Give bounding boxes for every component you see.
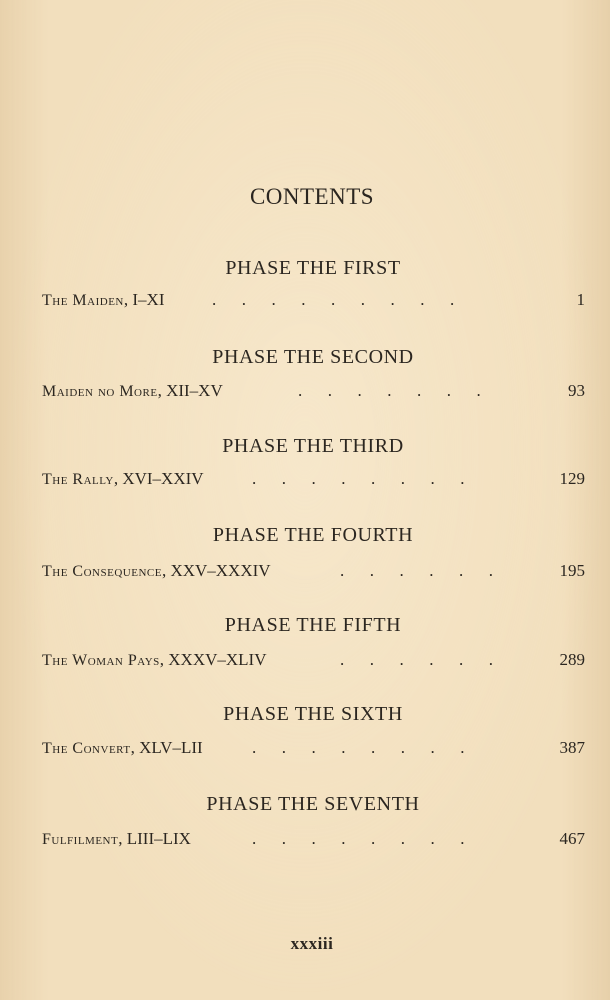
toc-entry-label: The Consequence, XXV–XXXIV xyxy=(42,561,271,580)
phase-heading-fifth: PHASE THE FIFTH xyxy=(224,614,402,636)
leader-dots: . . . . . . . xyxy=(298,381,481,400)
toc-entry-label: Fulfilment, LIII–LIX xyxy=(42,829,191,848)
page-number: 387 xyxy=(559,738,585,757)
toc-entry-label: The Maiden, I–XI xyxy=(42,290,165,309)
toc-entry-seventh[interactable] xyxy=(42,829,585,853)
toc-entry-label: The Rally, XVI–XXIV xyxy=(42,469,204,488)
page-number: 195 xyxy=(559,561,585,580)
page-number: 129 xyxy=(559,469,585,488)
page-title: CONTENTS xyxy=(249,184,375,209)
phase-heading-third: PHASE THE THIRD xyxy=(222,435,404,457)
page-number: 1 xyxy=(576,290,585,309)
toc-entry-fourth[interactable] xyxy=(42,561,585,585)
page-number: 467 xyxy=(559,829,585,848)
phase-heading-fourth: PHASE THE FOURTH xyxy=(212,524,414,546)
phase-heading-second: PHASE THE SECOND xyxy=(212,346,414,368)
phase-heading-seventh: PHASE THE SEVENTH xyxy=(206,793,420,815)
toc-entry-label: Maiden no More, XII–XV xyxy=(42,381,223,400)
toc-entry-label: The Convert, XLV–LII xyxy=(42,738,203,757)
page-number: 93 xyxy=(568,381,585,400)
leader-dots: . . . . . . . . xyxy=(252,738,465,757)
leader-dots: . . . . . . xyxy=(340,561,493,580)
page-number: 289 xyxy=(559,650,585,669)
leader-dots: . . . . . . . . xyxy=(252,829,465,848)
toc-entry-third[interactable] xyxy=(42,469,585,493)
toc-entry-label: The Woman Pays, XXXV–XLIV xyxy=(42,650,267,669)
phase-heading-first: PHASE THE FIRST xyxy=(225,257,401,279)
leader-dots: . . . . . . . . . xyxy=(212,290,455,309)
phase-heading-sixth: PHASE THE SIXTH xyxy=(223,703,403,725)
leader-dots: . . . . . . xyxy=(340,650,493,669)
toc-entry-first[interactable] xyxy=(42,290,585,314)
leader-dots: . . . . . . . . xyxy=(252,469,465,488)
page-folio: xxxiii xyxy=(290,934,334,953)
toc-entry-sixth[interactable] xyxy=(42,738,585,762)
toc-entry-second[interactable] xyxy=(42,381,585,405)
toc-entry-fifth[interactable] xyxy=(42,650,585,674)
